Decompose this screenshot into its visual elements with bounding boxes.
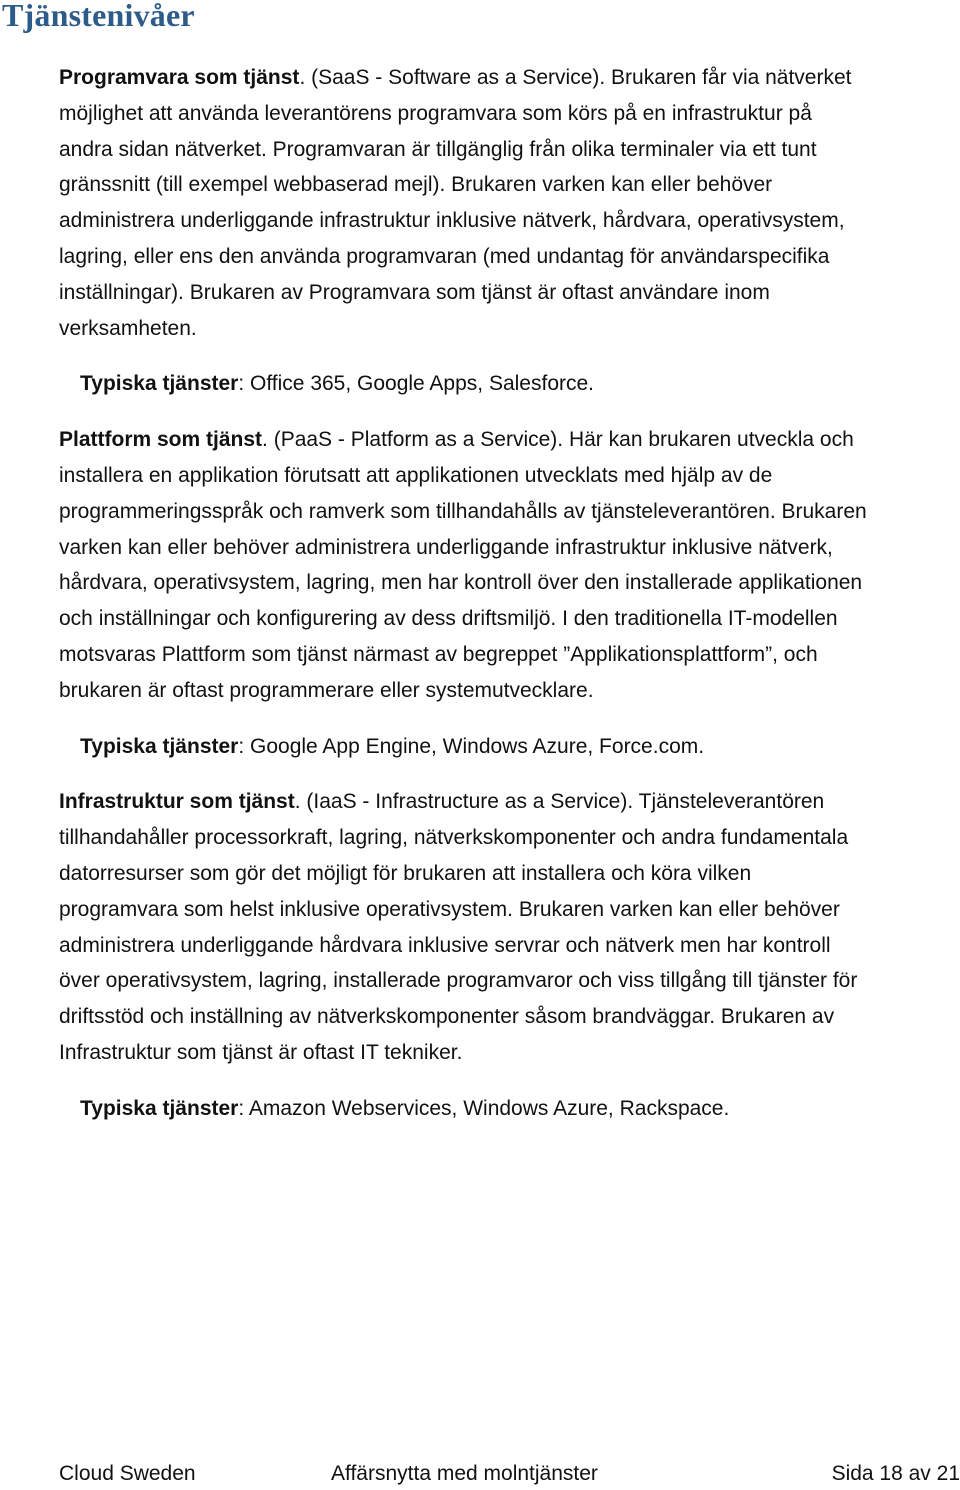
text-line: Infrastruktur som tjänst är oftast IT tekniker. — [59, 1040, 463, 1064]
text-line: driftsstöd och inställning av nätverkskomponenter såsom brandväggar. Brukaren av — [59, 1005, 835, 1029]
text-line: Plattform som tjänst. (PaaS - Platform as a Service). Här kan brukaren utveckla och — [59, 428, 854, 452]
text-line: verksamheten. — [59, 316, 197, 340]
paas-paragraph — [59, 422, 959, 708]
typical-services-label: Typiska tjänster — [80, 1096, 239, 1120]
iaas-typical-services: Typiska tjänster: Amazon Webservices, Windows Azure, Rackspace. — [80, 1096, 730, 1120]
document-body — [59, 60, 959, 1127]
text-line: gränssnitt (till exempel webbaserad mejl). Brukaren varken kan eller behöver — [59, 173, 773, 197]
page-title: Tjänstenivåer — [2, 0, 195, 33]
footer-page-number: Sida 18 av 21 — [831, 1462, 960, 1485]
paas-typical-services: Typiska tjänster: Google App Engine, Windows Azure, Force.com. — [80, 734, 705, 758]
saas-heading: Programvara som tjänst — [59, 66, 300, 89]
saas-typical-services: Typiska tjänster: Office 365, Google Apps, Salesforce. — [80, 372, 595, 396]
text-line: programmeringsspråk och ramverk som tillhandahålls av tjänsteleverantören. Brukaren — [59, 499, 867, 523]
text-line: möjlighet att använda leverantörens programvara som körs på en infrastruktur på — [59, 101, 812, 125]
text-line: hårdvara, operativsystem, lagring, men har kontroll över den installerade applikationen — [59, 571, 863, 595]
text-line: inställningar). Brukaren av Programvara som tjänst är oftast användare inom — [59, 280, 770, 304]
text-line: programvara som helst inklusive operativsystem. Brukaren varken kan eller behöver — [59, 897, 840, 921]
typical-services-label: Typiska tjänster — [80, 372, 239, 396]
iaas-heading: Infrastruktur som tjänst — [59, 790, 295, 814]
footer-company: Cloud Sweden — [59, 1462, 196, 1485]
text-line: andra sidan nätverket. Programvaran är tillgänglig från olika terminaler via ett tunt — [59, 137, 817, 161]
text-line: Infrastruktur som tjänst. (IaaS - Infrastructure as a Service). Tjänsteleverantören — [59, 790, 825, 814]
saas-paragraph — [59, 60, 959, 346]
iaas-paragraph — [59, 784, 959, 1070]
text-line: datorresurser som gör det möjligt för brukaren att installera och köra vilken — [59, 861, 752, 885]
text-line: installera en applikation förutsatt att applikationen utvecklats med hjälp av de — [59, 463, 773, 487]
text-line: Programvara som tjänst. (SaaS - Software as a Service). Brukaren får via nätverket — [59, 66, 852, 89]
text-line: brukaren är oftast programmerare eller systemutvecklare. — [59, 678, 594, 702]
text-line: tillhandahåller processorkraft, lagring, nätverkskomponenter och andra fundamentala — [59, 826, 849, 850]
paas-heading: Plattform som tjänst — [59, 428, 263, 452]
text-line: motsvaras Plattform som tjänst närmast av begreppet ”Applikationsplattform”, och — [59, 642, 818, 666]
text-line: och inställningar och konfigurering av dess driftsmiljö. I den traditionella IT-modellen — [59, 607, 838, 631]
text-line: administrera underliggande infrastruktur inklusive nätverk, hårdvara, operativsystem, — [59, 209, 845, 233]
text-line: lagring, eller ens den använda programvaran (med undantag för användarspecifika — [59, 244, 830, 268]
footer-document-title: Affärsnytta med molntjänster — [331, 1462, 598, 1485]
typical-services-label: Typiska tjänster — [80, 734, 239, 758]
text-line: varken kan eller behöver administrera underliggande infrastruktur inklusive nätverk, — [59, 535, 833, 559]
text-line: över operativsystem, lagring, installerade programvaror och viss tillgång till tjänster för — [59, 969, 858, 993]
text-line: administrera underliggande hårdvara inklusive servrar och nätverk men har kontroll — [59, 933, 831, 957]
